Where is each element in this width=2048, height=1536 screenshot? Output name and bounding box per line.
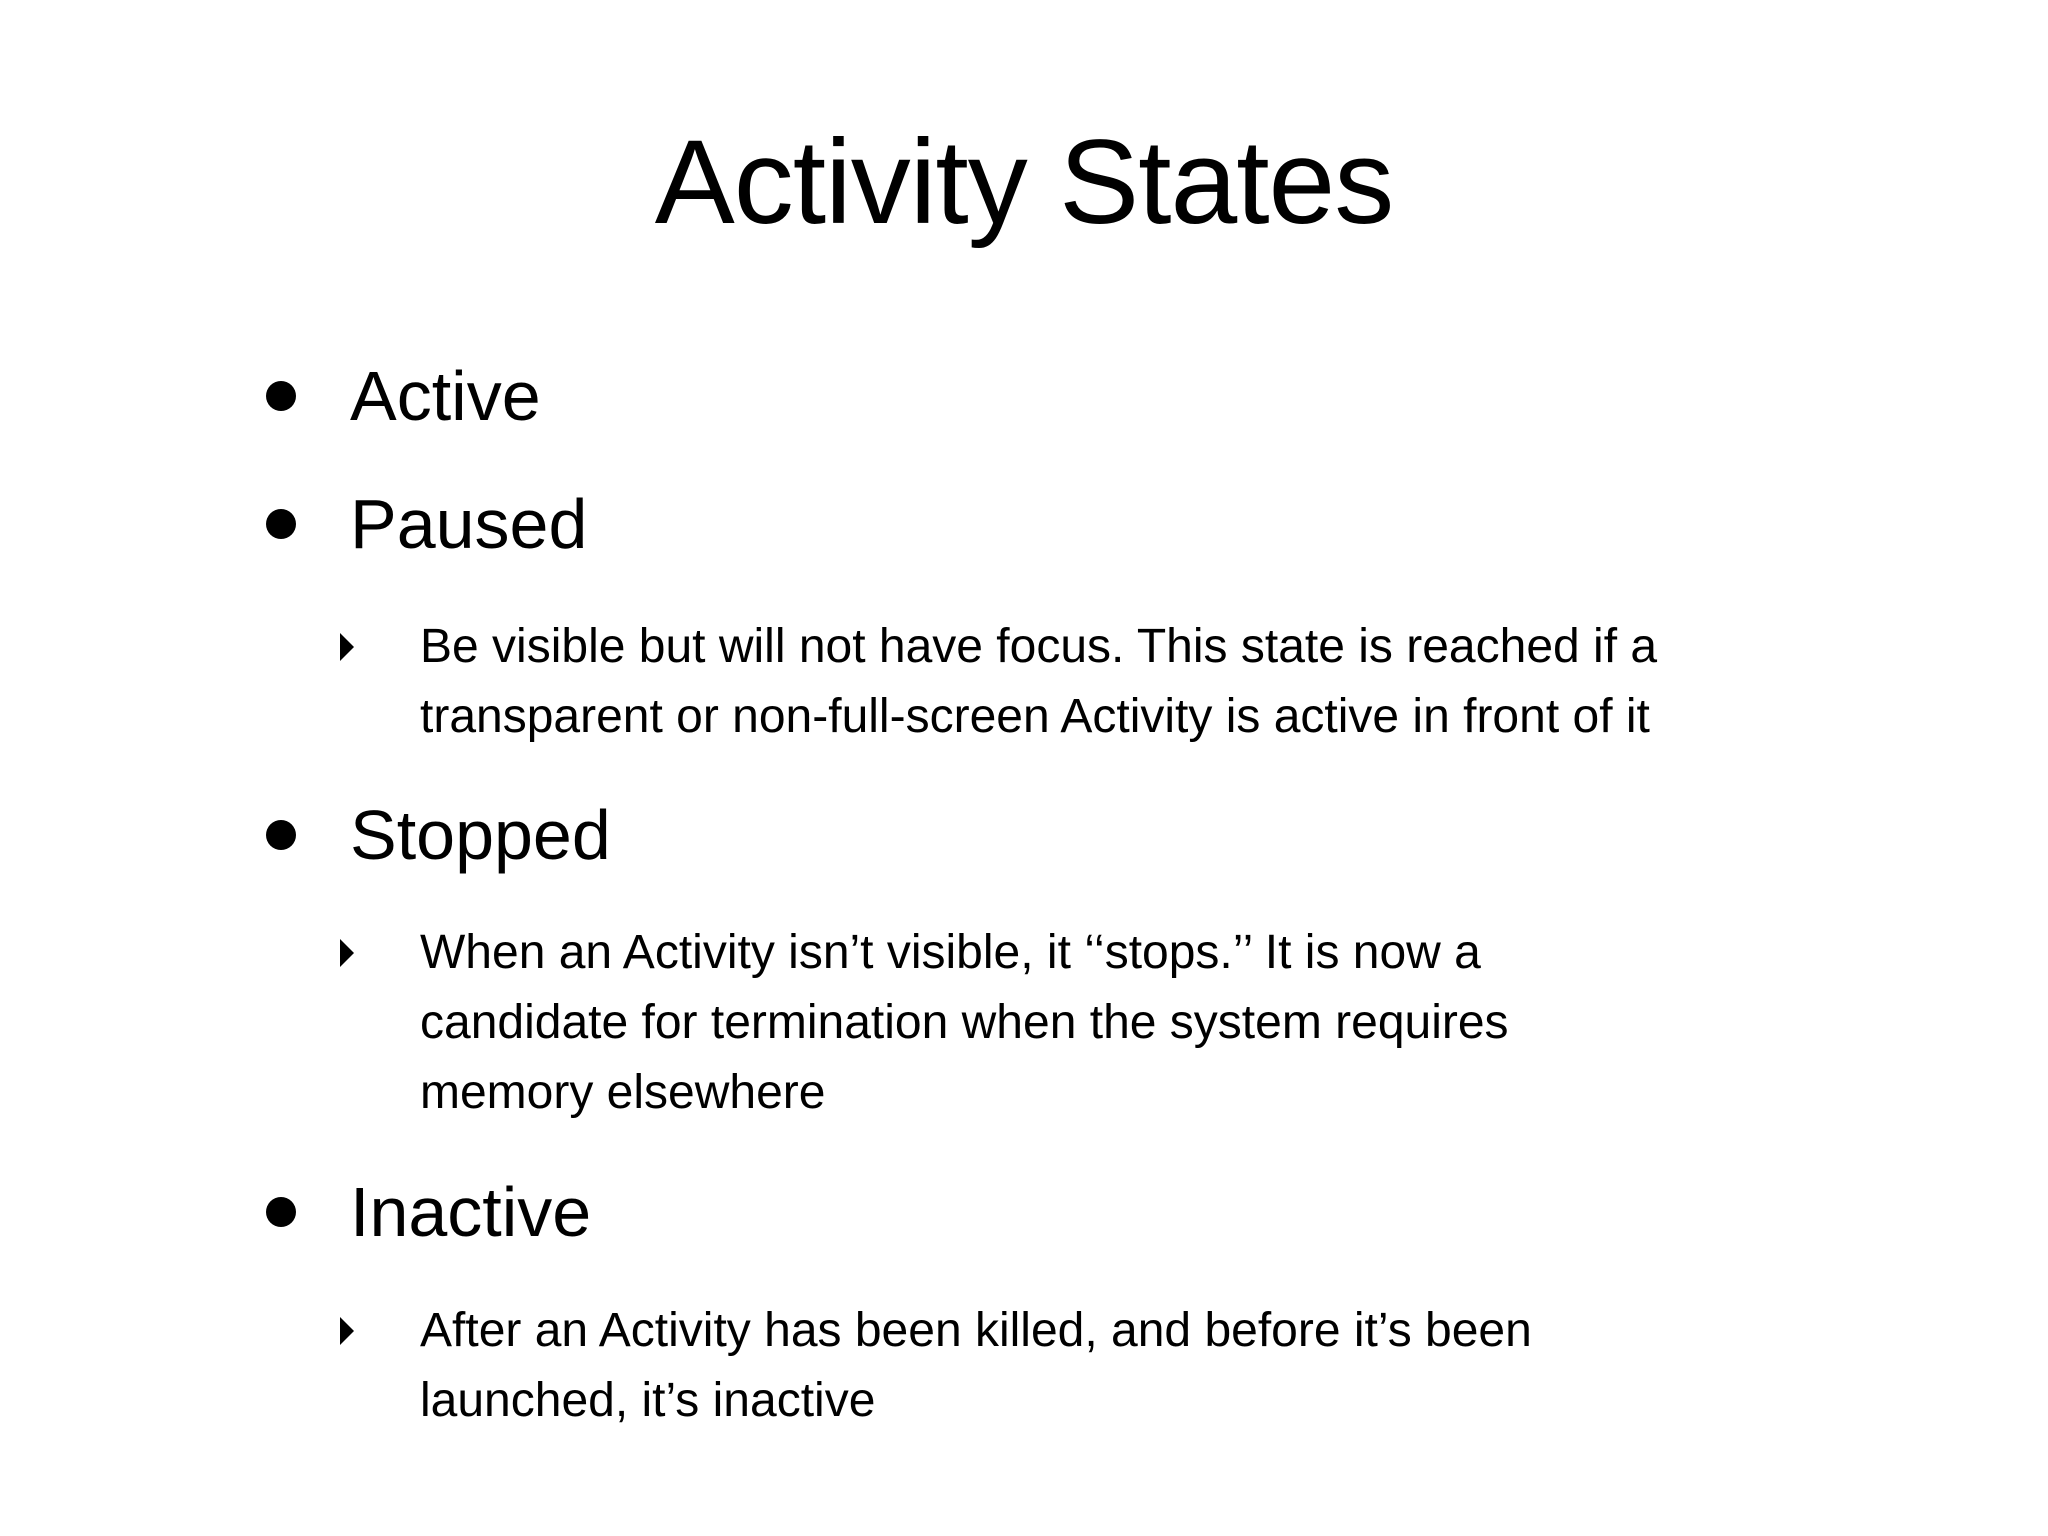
bullet-dot-icon: [266, 820, 296, 850]
sub-bullet-text: [420, 612, 1840, 752]
bullet-label: Inactive: [350, 1173, 592, 1251]
bullet-dot-icon: [266, 381, 296, 411]
triangle-right-icon: [340, 633, 354, 661]
triangle-right-icon: [340, 1317, 354, 1345]
triangle-right-icon: [340, 939, 354, 967]
sub-bullet-line: launched, it’s inactive: [420, 1374, 876, 1427]
bullet-label: Paused: [350, 485, 588, 563]
sub-bullet-line: Be visible but will not have focus. This state is reached if a: [420, 620, 1658, 673]
bullet-label: Active: [350, 357, 541, 435]
bullet-dot-icon: [266, 509, 296, 539]
sub-bullet-line: memory elsewhere: [420, 1066, 826, 1119]
sub-bullet-line: transparent or non-full-screen Activity is active in front of it: [420, 690, 1650, 743]
sub-bullet-text: [420, 918, 1840, 1128]
sub-bullet-line: candidate for termination when the system requires: [420, 996, 1509, 1049]
sub-bullet-line: After an Activity has been killed, and before it’s been: [420, 1304, 1532, 1357]
sub-bullet-text: [420, 1296, 1840, 1436]
bullet-dot-icon: [266, 1197, 296, 1227]
slide-title: Activity States: [654, 115, 1394, 249]
sub-bullet-line: When an Activity isn’t visible, it ‘‘stops.’’ It is now a: [420, 926, 1481, 979]
bullet-label: Stopped: [350, 796, 611, 874]
